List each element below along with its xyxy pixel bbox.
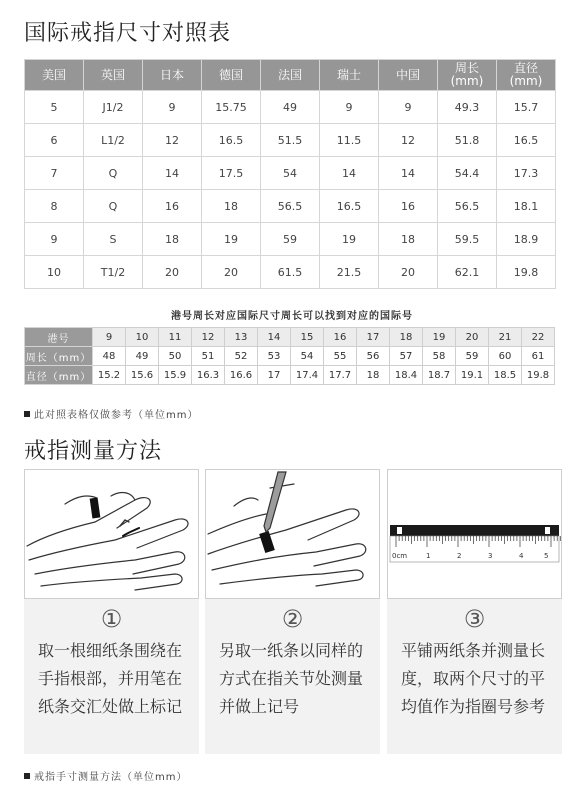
measure-note: [24, 768, 187, 783]
pen-mark-illustration: [205, 469, 380, 599]
column-header: 美国: [25, 60, 84, 91]
table-cell: 18.9: [497, 223, 556, 256]
table-cell: 61.5: [261, 256, 320, 289]
hk-table-cell: 22: [522, 328, 555, 347]
table-cell: 8: [25, 190, 84, 223]
hk-table-cell: 15.9: [159, 366, 192, 385]
hk-table-cell: 16.3: [192, 366, 225, 385]
table-cell: 17.5: [202, 157, 261, 190]
hk-table-cell: 16.6: [225, 366, 258, 385]
hk-table-cell: 19: [423, 328, 456, 347]
hk-table-cell: 49: [126, 347, 159, 366]
hk-table-cell: 50: [159, 347, 192, 366]
table-cell: 9: [320, 91, 379, 124]
hk-table-cell: 15: [291, 328, 324, 347]
table-cell: 56.5: [261, 190, 320, 223]
table-cell: 54: [261, 157, 320, 190]
hk-table-cell: 51: [192, 347, 225, 366]
table-note: [24, 406, 198, 421]
hk-table-cell: 17: [258, 366, 291, 385]
hk-table-cell: 18: [390, 328, 423, 347]
section-title: 戒指测量方法: [24, 439, 163, 464]
table-header-row: [25, 60, 556, 91]
table-cell: 19.8: [497, 256, 556, 289]
hk-table-cell: 55: [324, 347, 357, 366]
hk-table-cell: 18.7: [423, 366, 456, 385]
table-row: [25, 256, 556, 289]
step-text-3: 平铺两纸条并测量长度，取两个尺寸的平均值作为指圈号参考: [401, 641, 546, 716]
ruler-label-1: 1: [426, 552, 431, 560]
hk-table-cell: 15.2: [93, 366, 126, 385]
ruler-label-3: 3: [488, 552, 493, 560]
table-cell: 12: [379, 124, 438, 157]
table-cell: 17.3: [497, 157, 556, 190]
hk-table-cell: 18.5: [489, 366, 522, 385]
column-header: 法国: [261, 60, 320, 91]
hk-table-cell: 14: [258, 328, 291, 347]
column-header: 日本: [143, 60, 202, 91]
column-header: 周长 (mm): [438, 60, 497, 91]
table-cell: 7: [25, 157, 84, 190]
hk-table-title: 港号周长对应国际尺寸周长可以找到对应的国际号: [171, 311, 413, 322]
row-label: 周长（mm）: [25, 347, 93, 366]
table-cell: 54.4: [438, 157, 497, 190]
step-text-2: 另取一纸条以同样的方式在指关节处测量并做上记号: [219, 641, 364, 716]
hk-table-cell: 61: [522, 347, 555, 366]
table-cell: 18: [143, 223, 202, 256]
hk-table-cell: 60: [489, 347, 522, 366]
table-row: [25, 124, 556, 157]
table-cell: 18: [379, 223, 438, 256]
hk-table-cell: 56: [357, 347, 390, 366]
table-cell: 15.75: [202, 91, 261, 124]
table-cell: 59.5: [438, 223, 497, 256]
step-panel-1: [24, 469, 199, 754]
hk-table-cell: 18: [357, 366, 390, 385]
hk-table-cell: 15.6: [126, 366, 159, 385]
table-cell: 14: [379, 157, 438, 190]
table-cell: 16: [143, 190, 202, 223]
column-header: 英国: [84, 60, 143, 91]
table-cell: 20: [202, 256, 261, 289]
step-panel-2: [205, 469, 380, 754]
hk-table-cell: 20: [456, 328, 489, 347]
hk-table-row: [25, 328, 555, 347]
table-cell: 14: [143, 157, 202, 190]
hk-table-cell: 13: [225, 328, 258, 347]
ruler-label-5: 5: [544, 552, 549, 560]
ruler-label-4: 4: [519, 552, 524, 560]
hk-table-cell: 11: [159, 328, 192, 347]
table-cell: 16.5: [202, 124, 261, 157]
table-cell: 49: [261, 91, 320, 124]
row-label: 直径（mm）: [25, 366, 93, 385]
step-text-1: 取一根细纸条围绕在手指根部，并用笔在纸条交汇处做上标记: [38, 641, 183, 716]
table-cell: 19: [202, 223, 261, 256]
table-cell: L1/2: [84, 124, 143, 157]
table-cell: 20: [379, 256, 438, 289]
hk-table-cell: 48: [93, 347, 126, 366]
hk-table-cell: 17.4: [291, 366, 324, 385]
hk-table-cell: 21: [489, 328, 522, 347]
table-row: [25, 190, 556, 223]
hk-table-cell: 52: [225, 347, 258, 366]
table-cell: S: [84, 223, 143, 256]
table-cell: 49.3: [438, 91, 497, 124]
hk-table-cell: 59: [456, 347, 489, 366]
hk-table-cell: 19.8: [522, 366, 555, 385]
table-cell: 9: [143, 91, 202, 124]
hk-table-cell: 16: [324, 328, 357, 347]
ruler-zero-label: 0cm: [392, 552, 408, 560]
table-cell: 62.1: [438, 256, 497, 289]
step-number-2: ②: [281, 605, 304, 633]
hk-table-cell: 57: [390, 347, 423, 366]
table-cell: Q: [84, 157, 143, 190]
hk-table-cell: 53: [258, 347, 291, 366]
table-cell: 19: [320, 223, 379, 256]
table-cell: 21.5: [320, 256, 379, 289]
hk-table-cell: 17: [357, 328, 390, 347]
ring-size-table: [24, 59, 556, 289]
table-cell: 9: [25, 223, 84, 256]
hk-table-cell: 9: [93, 328, 126, 347]
table-row: [25, 157, 556, 190]
table-cell: 15.7: [497, 91, 556, 124]
table-cell: 51.8: [438, 124, 497, 157]
ruler-label-2: 2: [457, 552, 462, 560]
table-cell: 9: [379, 91, 438, 124]
column-header: 中国: [379, 60, 438, 91]
table-cell: 18: [202, 190, 261, 223]
page-title: 国际戒指尺寸对照表: [24, 21, 232, 46]
hk-table-cell: 58: [423, 347, 456, 366]
bullet-square-icon: [24, 773, 30, 779]
table-cell: J1/2: [84, 91, 143, 124]
table-row: [25, 91, 556, 124]
hk-table-cell: 12: [192, 328, 225, 347]
hand-wrap-illustration: [24, 469, 199, 599]
table-cell: Q: [84, 190, 143, 223]
hk-table-cell: 17.7: [324, 366, 357, 385]
hk-table-cell: 54: [291, 347, 324, 366]
table-note-text: 此对照表格仅做参考（单位mm）: [34, 410, 199, 421]
table-cell: 14: [320, 157, 379, 190]
step-number-1: ①: [100, 605, 123, 633]
table-cell: 11.5: [320, 124, 379, 157]
table-cell: 16: [379, 190, 438, 223]
hk-table-row: [25, 366, 555, 385]
hk-table-cell: 18.4: [390, 366, 423, 385]
table-cell: 16.5: [497, 124, 556, 157]
table-row: [25, 223, 556, 256]
hk-table-cell: 19.1: [456, 366, 489, 385]
column-header: 瑞士: [320, 60, 379, 91]
bullet-square-icon: [24, 411, 30, 417]
step-number-3: ③: [463, 605, 486, 633]
hk-table-cell: 10: [126, 328, 159, 347]
step-panel-3: [387, 469, 562, 754]
table-cell: 59: [261, 223, 320, 256]
table-cell: T1/2: [84, 256, 143, 289]
hk-table-row: [25, 347, 555, 366]
measure-note-text: 戒指手寸测量方法（单位mm）: [34, 772, 188, 783]
table-cell: 6: [25, 124, 84, 157]
table-cell: 5: [25, 91, 84, 124]
table-cell: 20: [143, 256, 202, 289]
table-cell: 10: [25, 256, 84, 289]
table-cell: 56.5: [438, 190, 497, 223]
ruler-illustration: [387, 469, 562, 599]
hk-size-table: [24, 327, 555, 385]
table-cell: 18.1: [497, 190, 556, 223]
table-cell: 12: [143, 124, 202, 157]
table-cell: 51.5: [261, 124, 320, 157]
row-label: 港号: [25, 328, 93, 347]
column-header: 直径 (mm): [497, 60, 556, 91]
column-header: 德国: [202, 60, 261, 91]
table-cell: 16.5: [320, 190, 379, 223]
